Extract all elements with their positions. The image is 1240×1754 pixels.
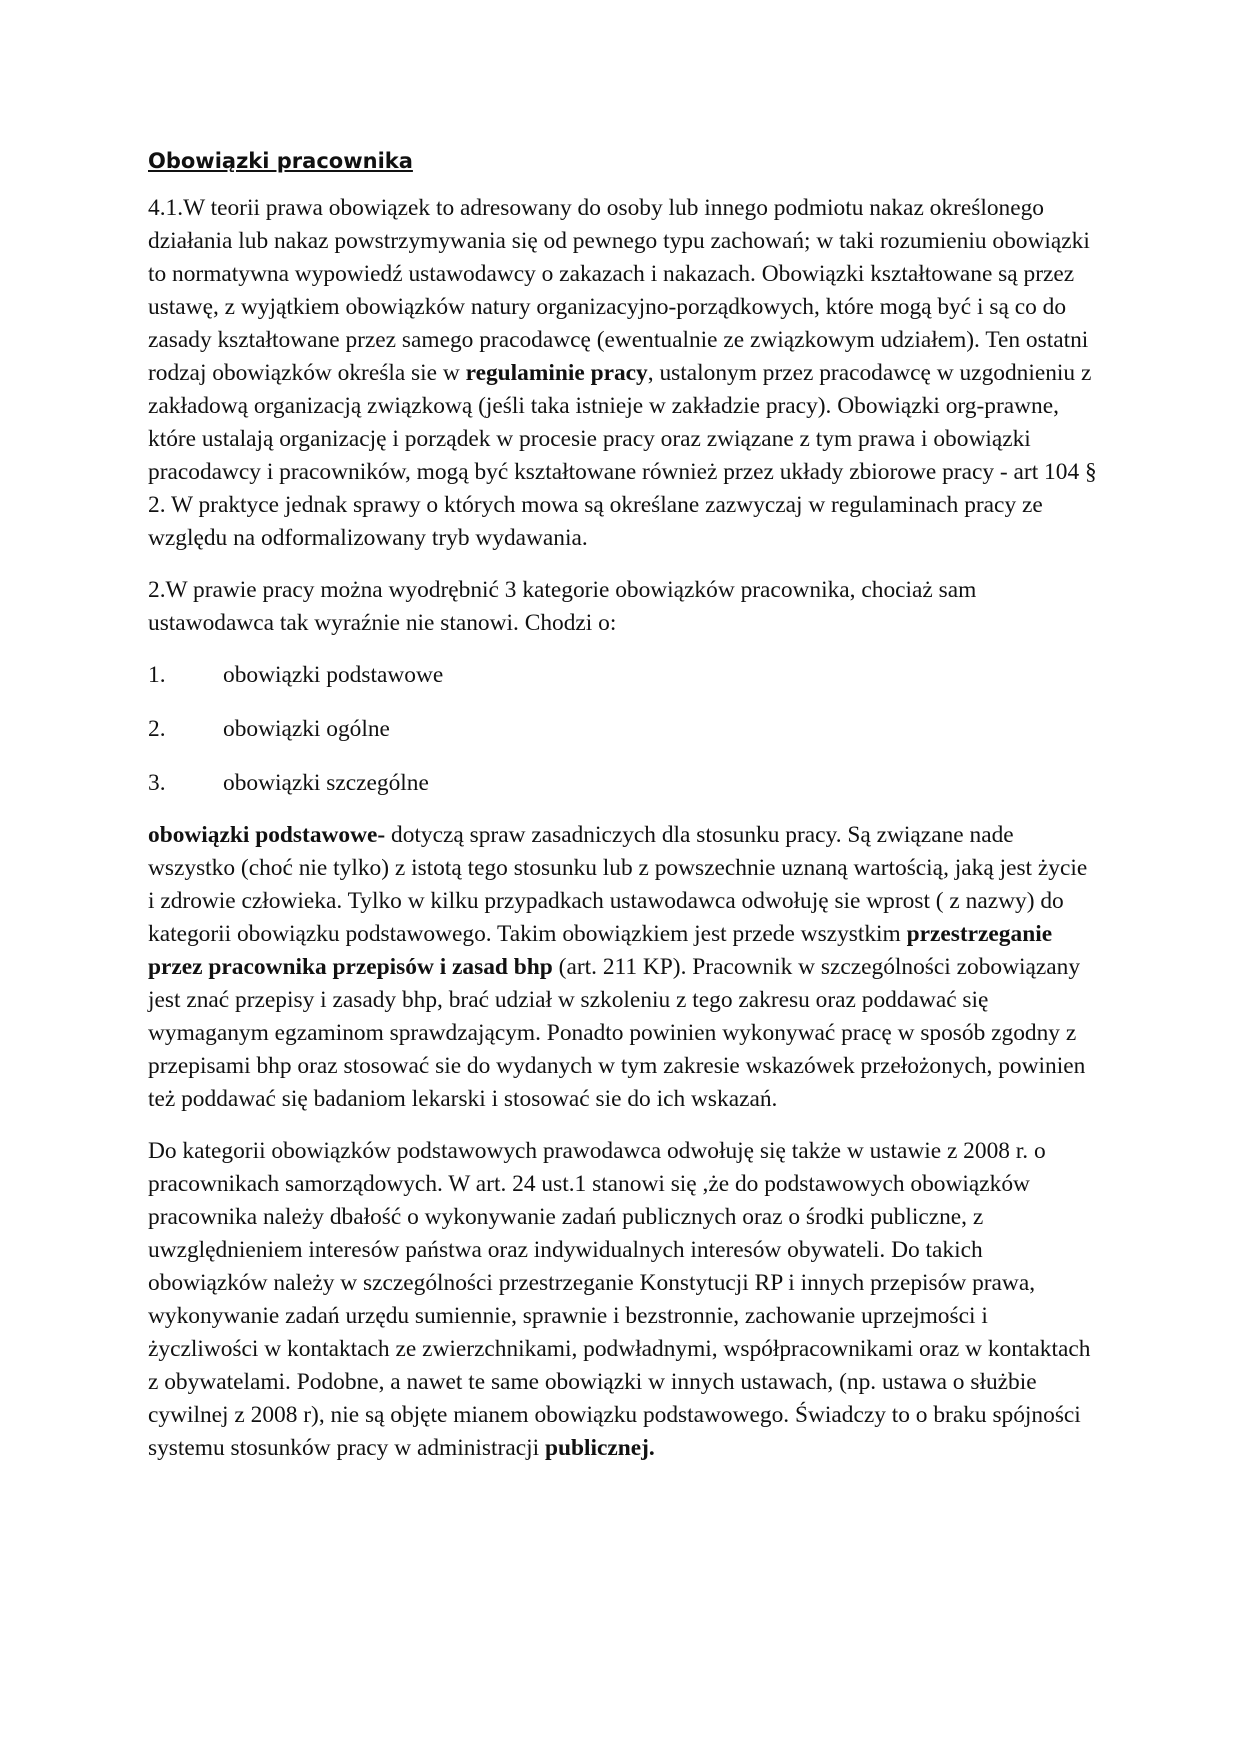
list-number: 1.: [148, 662, 166, 688]
document-title: Obowiązki pracownika: [148, 149, 413, 173]
paragraph-text: , ustalonym przez pracodawcę w uzgodnieniu z zakładową organizacją związkową (jeśli taka istnieje w zakładzie pracy). Obowiązki org-prawne, które ustalają organizację i porządek w procesie pracy oraz związane z tym prawa i obowiązki pracodawcy i pracowników, mogą być kształtowane również przez układy zbiorowe pracy - art 104 § 2. W praktyce jednak sprawy o których mowa są określane zazwyczaj w regulaminach pracy ze względu na odformalizowany tryb wydawania.: [148, 360, 1097, 551]
paragraph-local-government: [148, 1135, 1098, 1465]
list-text: obowiązki podstawowe: [223, 662, 444, 688]
paragraph-definition: [148, 192, 1098, 555]
paragraph-categories: 2.W prawie pracy można wyodrębnić 3 kategorie obowiązków pracownika, chociaż sam ustawodawca tak wyraźnie nie stanowi. Chodzi o:: [148, 577, 977, 636]
list-number: 2.: [148, 716, 166, 742]
list-text: obowiązki szczególne: [223, 770, 429, 796]
paragraph-basic-duties: [148, 819, 1098, 1116]
bold-term: przestrzeganie przez pracownika przepisów i zasad bhp: [148, 921, 1053, 980]
categories-list: [148, 659, 1098, 800]
list-text: obowiązki ogólne: [223, 716, 390, 742]
document-page: [148, 146, 1098, 1484]
paragraph-text: Do kategorii obowiązków podstawowych prawodawca odwołuję się także w ustawie z 2008 r. o pracownikach samorządowych. W art. 24 ust.1 stanowi się ,że do podstawowych obowiązków pracownika należy dbałość o wykonywanie zadań publicznych oraz o środki publiczne, z uwzględnieniem interesów państwa oraz indywidualnych interesów obywateli. Do takich obowiązków należy w szczególności przestrzeganie Konstytucji RP i innych przepisów prawa, wykonywanie zadań urzędu sumiennie, sprawnie i bezstronnie, zachowanie uprzejmości i życzliwości w kontaktach ze zwierzchnikami, podwładnymi, współpracownikami oraz w kontaktach z obywatelami. Podobne, a nawet te same obowiązki w innych ustawach, (np. ustawa o służbie cywilnej z 2008 r), nie są objęte mianem obowiązku podstawowego. Świadczy to o braku spójności systemu stosunków pracy w administracji: [148, 1138, 1091, 1461]
paragraph-text: (art. 211 KP). Pracownik w szczególności zobowiązany jest znać przepisy i zasady bhp, brać udział w szkoleniu z tego zakresu oraz poddawać się wymaganym egzaminom sprawdzającym. Ponadto powinien wykonywać pracę w sposób zgodny z przepisami bhp oraz stosować sie do wydanych w tym zakresie wskazówek przełożonych, powinien też poddawać się badaniom lekarski i stosować sie do ich wskazań.: [148, 954, 1086, 1112]
paragraph-text: dotyczą spraw zasadniczych dla stosunku pracy. Są związane nade wszystko (choć nie tylko) z istotą tego stosunku lub z powszechnie uznaną wartością, jaką jest życie i zdrowie człowieka. Tylko w kilku przypadkach ustawodawca odwołuję sie wprost ( z nazwy) do kategorii obowiązku podstawowego. Takim obowiązkiem jest przede wszystkim: [148, 822, 1088, 947]
bold-term: publicznej.: [544, 1435, 655, 1461]
list-item: [148, 659, 1098, 692]
list-item: [148, 713, 1098, 746]
list-number: 3.: [148, 770, 166, 796]
list-item: [148, 767, 1098, 800]
bold-term: regulaminie pracy: [465, 360, 648, 386]
bold-term: obowiązki podstawowe-: [148, 822, 386, 848]
paragraph-text: 4.1.W teorii prawa obowiązek to adresowany do osoby lub innego podmiotu nakaz określonego działania lub nakaz powstrzymywania się od pewnego typu zachowań; w taki rozumieniu obowiązki to normatywna wypowiedź ustawodawcy o zakazach i nakazach. Obowiązki kształtowane są przez ustawę, z wyjątkiem obowiązków natury organizacyjno-porządkowych, które mogą być i są co do zasady kształtowane przez samego pracodawcę (ewentualnie ze związkowym udziałem). Ten ostatni rodzaj obowiązków określa sie w: [148, 195, 1090, 386]
